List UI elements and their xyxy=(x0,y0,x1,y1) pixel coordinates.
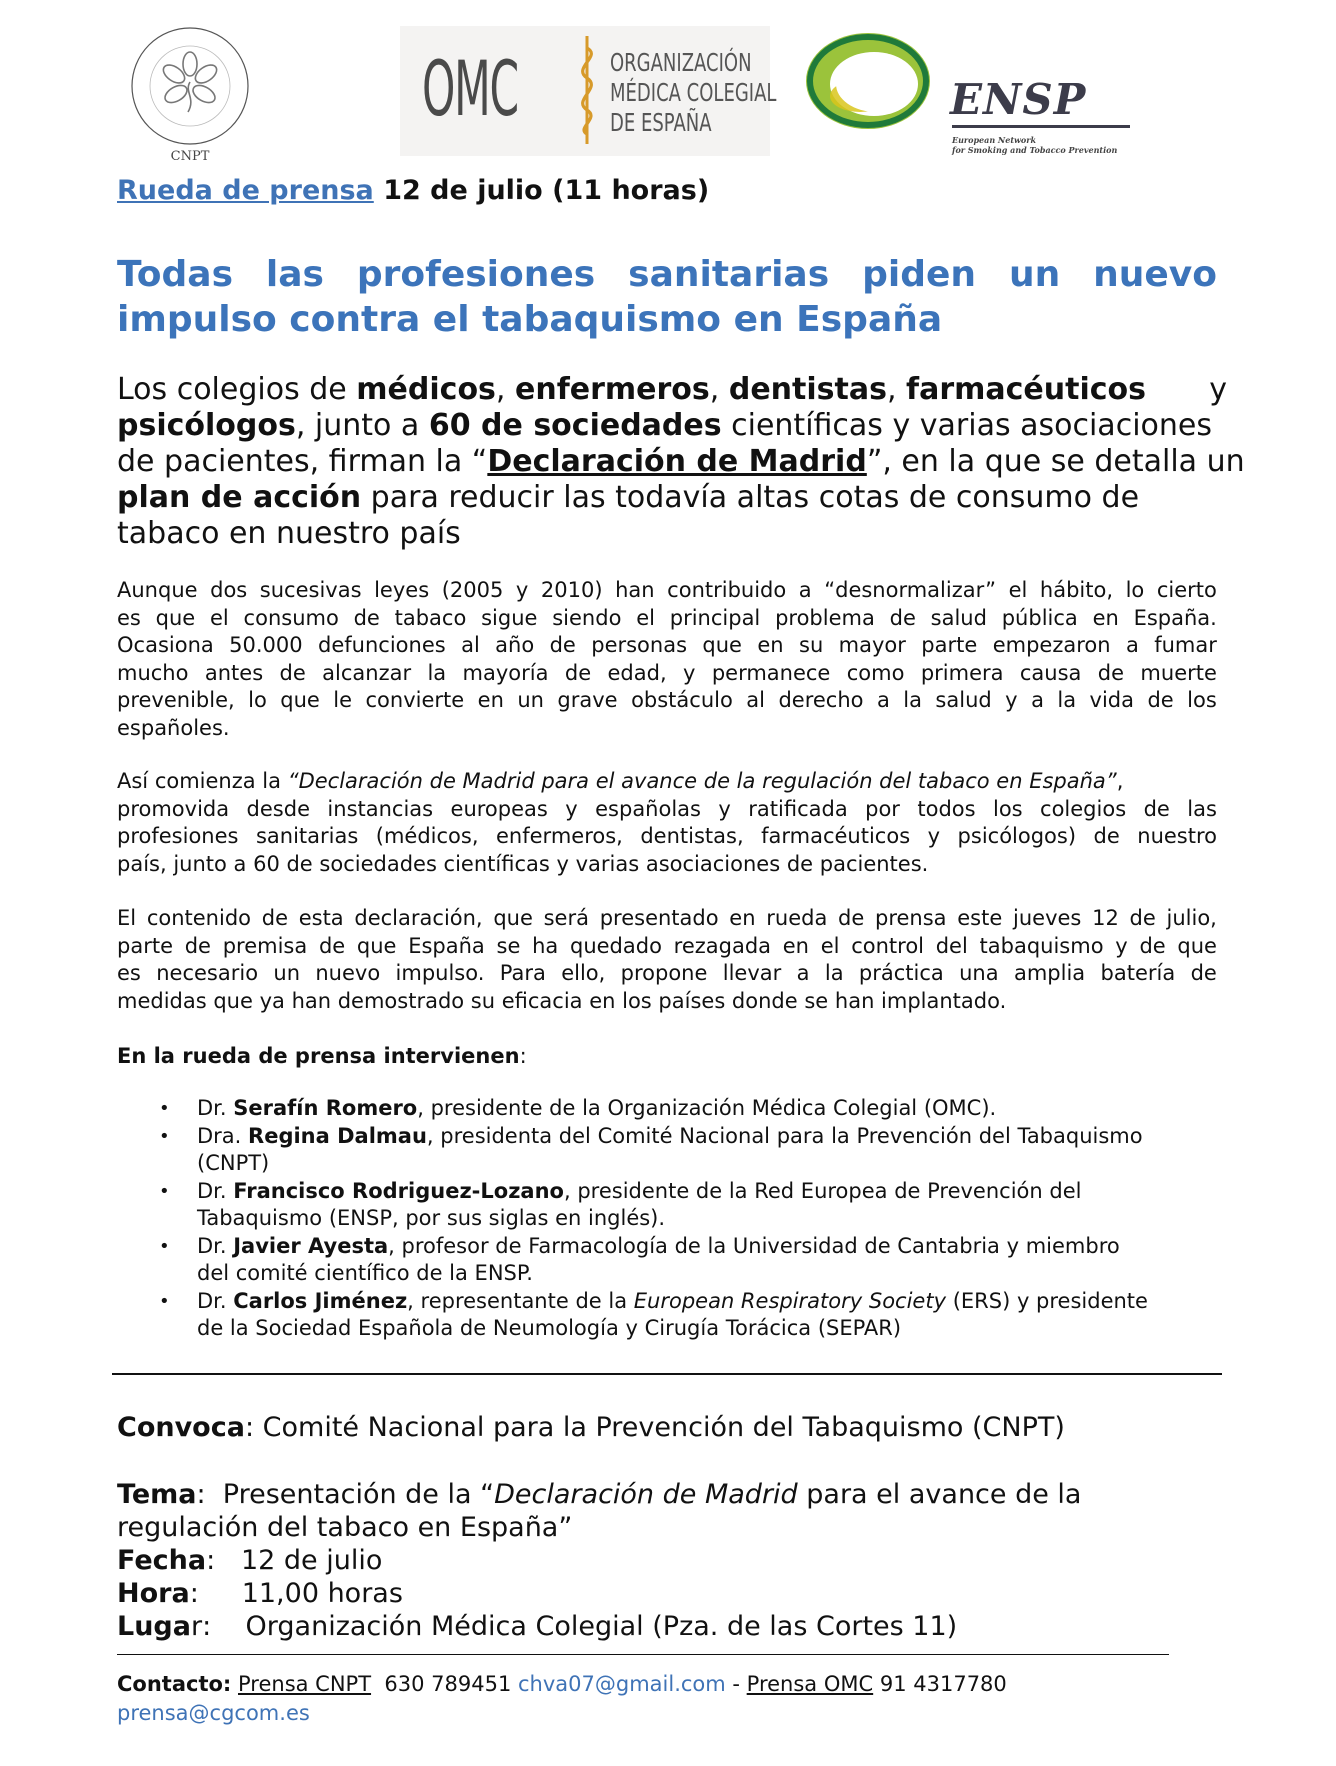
list-item: • Dra. Regina Dalmau , presidenta del Comité Nacional para la Prevención del Tabaquismo (CNPT) xyxy=(159,1123,1143,1175)
hora-line: Hora : 11,00 horas xyxy=(117,1578,403,1609)
lead-paragraph: Los colegios de médicos , enfermeros , dentistas , farmacéuticos y psicólogos , junto a 60 de sociedades científicas y varias asociaciones de pacientes, firman la “ Declaración de Madrid ”, en la que se detalla un plan de acción para reducir las todavía altas cotas de consumo de tabaco en nuestro país xyxy=(117,372,1245,551)
omc-logo xyxy=(400,26,777,156)
prensa-cnpt-link[interactable]: Prensa CNPT xyxy=(238,1672,372,1696)
paragraph-3: El contenido de esta declaración, que será presentado en rueda de prensa este jueves 12 de julio, parte de premisa de que España se ha quedado rezagada en el control del tabaquismo y de que es necesario un nuevo impulso. Para ello, propone llevar a la práctica una amplia batería de medidas que ya han demostrado su eficacia en los países donde se han implantado. xyxy=(117,906,1217,1013)
speakers-list xyxy=(157,1095,1217,1343)
ensp-logo xyxy=(950,75,1140,165)
ensp-label: ENSP xyxy=(950,75,1087,124)
list-item: • Dr. Francisco Rodriguez-Lozano , presidente de la Red Europea de Prevención del Tabaquismo (ENSP, por sus siglas en inglés). xyxy=(159,1178,1082,1230)
prensa-omc-link[interactable]: Prensa OMC xyxy=(746,1672,874,1696)
headline-line-2: impulso contra el tabaquismo en España xyxy=(117,299,943,340)
speakers-heading: En la rueda de prensa intervienen: xyxy=(117,1044,527,1068)
tema-line: Tema : Presentación de la “ Declaración de Madrid para el avance de la xyxy=(117,1479,1082,1510)
rueda-de-prensa-link[interactable]: Rueda de prensa xyxy=(117,175,374,206)
ring-logo xyxy=(800,26,940,136)
ensp-subtitle: European Network for Smoking and Tobacco Prevention xyxy=(952,135,1118,155)
paragraph-1: Aunque dos sucesivas leyes (2005 y 2010) han contribuido a “desnormalizar” el hábito, lo cierto es que el consumo de tabaco sigue siendo el principal problema de salud pública en España. Ocasiona 50.000 defunciones al año de personas que en su mayor parte empezaron a fumar mucho antes de alcanzar la mayoría de edad, y permanece como primera causa de muerte prevenible, lo que le convierte en un grave obstáculo al derecho a la salud y a la vida de los españoles. xyxy=(117,578,1217,740)
declaracion-de-madrid-link[interactable]: Declaración de Madrid xyxy=(487,444,867,479)
headline xyxy=(117,252,1217,342)
press-conference-date: 12 de julio (11 horas) xyxy=(383,175,710,206)
paragraph-2: Así comienza la “Declaración de Madrid para el avance de la regulación del tabaco en España” , promovida desde instancias europeas y españolas y ratificada por todos los colegios de las profesiones sanitarias (médicos, enfermeros, dentistas, farmacéuticos y psicólogos) de nuestro país, junto a 60 de sociedades científicas y varias asociaciones de pacientes. xyxy=(117,769,1217,876)
omc-email-link[interactable]: prensa@cgcom.es xyxy=(117,1701,310,1725)
press-conference-line xyxy=(117,175,709,206)
caduceus-icon xyxy=(570,34,604,146)
section-divider xyxy=(112,1373,1222,1375)
list-item: • Dr. Javier Ayesta , profesor de Farmacología de la Universidad de Cantabria y miembro del comité científico de la ENSP. xyxy=(159,1233,1120,1285)
fecha-line: Fecha : 12 de julio xyxy=(117,1545,383,1576)
contact-label: Contacto: xyxy=(117,1672,232,1696)
cnpt-label: CNPT xyxy=(170,149,210,164)
cnpt-email-link[interactable]: chva07@gmail.com xyxy=(518,1672,726,1696)
lugar-line: Luga r : Organización Médica Colegial (Pza. de las Cortes 11) xyxy=(117,1611,958,1642)
cnpt-logo xyxy=(118,22,278,164)
contact-divider xyxy=(117,1654,1169,1655)
headline-line-1: Todas las profesiones sanitarias piden un nuevo xyxy=(117,254,1217,295)
event-details xyxy=(117,1478,1217,1643)
omc-label: OMC xyxy=(422,44,518,133)
tema-line-2: regulación del tabaco en España” xyxy=(117,1512,573,1543)
list-item: • Dr. Carlos Jiménez , representante de la European Respiratory Society (ERS) y presidente de la Sociedad Española de Neumología y Cirugía Torácica (SEPAR) xyxy=(159,1288,1148,1340)
contact-block: Contacto: Prensa CNPT 630 789451 chva07@gmail.com - Prensa OMC 91 4317780 prensa@cgcom.es xyxy=(117,1670,1007,1728)
omc-organization-name: ORGANIZACIÓN MÉDICA COLEGIAL DE ESPAÑA xyxy=(610,48,777,137)
list-item: • Dr. Serafín Romero , presidente de la Organización Médica Colegial (OMC). xyxy=(159,1096,997,1120)
convoca-line: Convoca: Comité Nacional para la Prevención del Tabaquismo (CNPT) xyxy=(117,1412,1065,1443)
logo-bar xyxy=(110,20,1170,165)
ensp-underline xyxy=(952,125,1130,128)
